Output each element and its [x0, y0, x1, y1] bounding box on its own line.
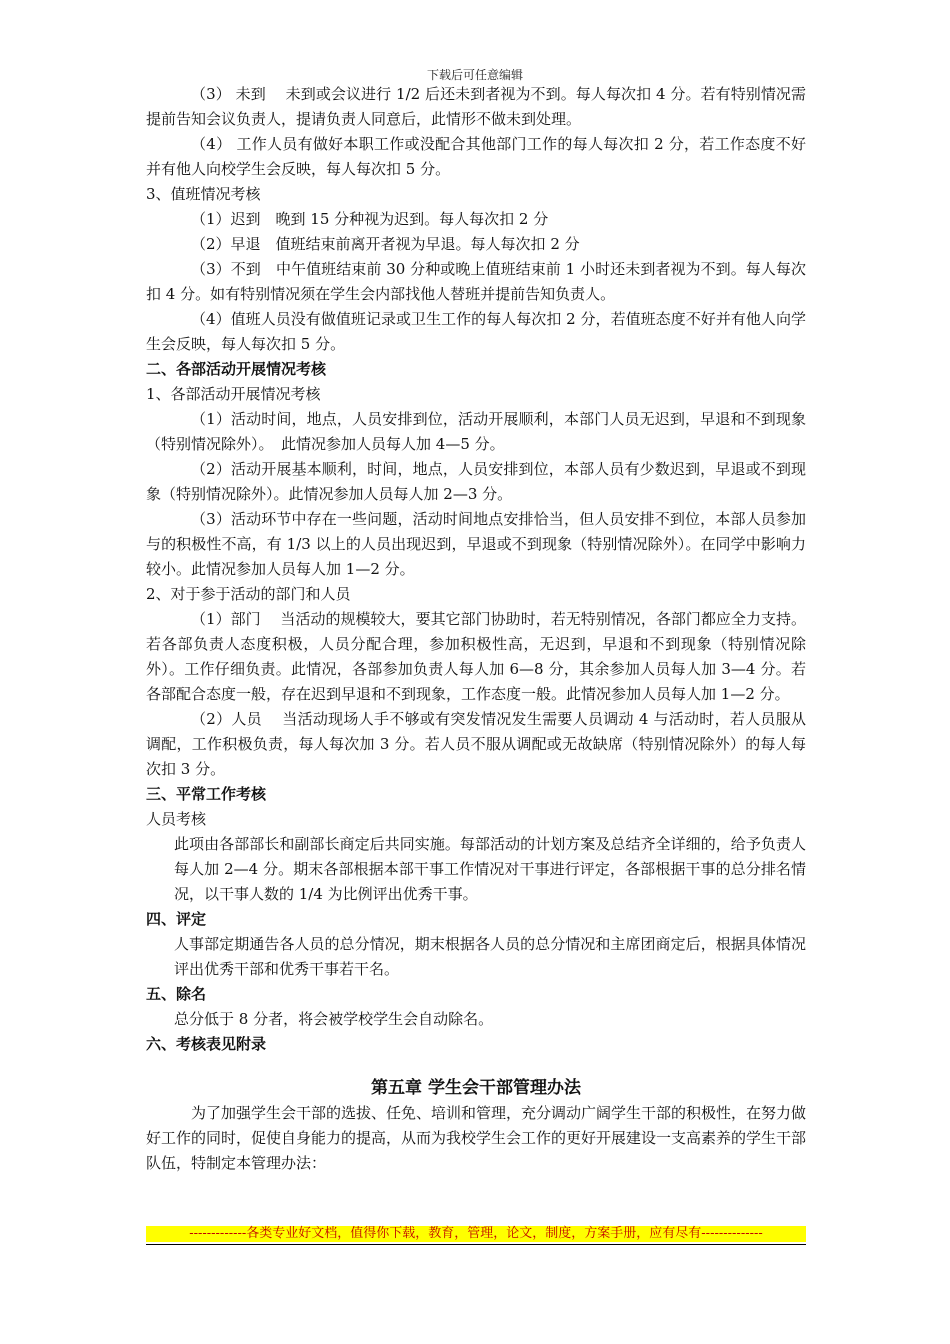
paragraph: 总分低于 8 分者，将会被学校学生会自动除名。 — [174, 1010, 494, 1028]
footer-banner: -------------各类专业好文档，值得你下载，教育，管理，论文，制度，方案手册，应有尽有-------------- — [146, 1226, 806, 1242]
paragraph: （3） 未到 未到或会议进行 1/2 后还未到者视为不到。每人每次扣 4 分。若有特别情况需提前告知会议负责人，提请负责人同意后，此情形不做未到处理。 — [146, 85, 806, 128]
chapter-heading: 第五章 学生会干部管理办法 — [371, 1078, 581, 1098]
paragraph: （1）部门 当活动的规模较大，要其它部门协助时，若无特别情况，各部门都应全力支持。若各部负责人态度积极，人员分配合理，参加积极性高，无迟到，早退和不到现象（特别情况除外）。工作仔细负责。此情况，各部参加负责人每人加 6—8 分，其余参加人员每人加 3—4 分。若各部配合态度一般，存在迟到早退和不到现象，工作态度一般。此情况参加人员每人加 1—2 分。 — [146, 610, 806, 703]
paragraph: （3）不到 中午值班结束前 30 分种或晚上值班结束前 1 小时还未到者视为不到。每人每次扣 4 分。如有特别情况须在学生会内部找他人替班并提前告知负责人。 — [146, 260, 806, 303]
section-heading: 五、除名 — [146, 985, 207, 1003]
section-heading: 三、平常工作考核 — [146, 785, 267, 803]
paragraph: 人员考核 — [146, 810, 207, 828]
paragraph: 此项由各部部长和副部长商定后共同实施。每部活动的计划方案及总结齐全详细的，给予负责人每人加 2—4 分。期末各部根据本部干事工作情况对干事进行评定，各部根据干事的总分排名情况，以干事人数的 1/4 为比例评出优秀干事。 — [174, 835, 806, 903]
section-heading: 二、各部活动开展情况考核 — [146, 360, 327, 378]
paragraph: （4） 工作人员有做好本职工作或没配合其他部门工作的每人每次扣 2 分，若工作态度不好并有他人向校学生会反映，每人每次扣 5 分。 — [146, 135, 806, 178]
section-heading: 四、评定 — [146, 910, 207, 928]
paragraph: （3）活动环节中存在一些问题，活动时间地点安排恰当，但人员安排不到位，本部人员参加与的积极性不高，有 1/3 以上的人员出现迟到，早退或不到现象（特别情况除外）。在同学中影响力较小。此情况参加人员每人加 1—2 分。 — [146, 510, 806, 578]
paragraph: 3、值班情况考核 — [146, 185, 261, 203]
section-heading: 六、考核表见附录 — [146, 1035, 267, 1053]
paragraph: 2、对于参于活动的部门和人员 — [146, 585, 351, 603]
paragraph: 为了加强学生会干部的选拔、任免、培训和管理，充分调动广阔学生干部的积极性，在努力做好工作的同时，促使自身能力的提高，从而为我校学生会工作的更好开展建设一支高素养的学生干部队伍，特制定本管理办法： — [146, 1104, 807, 1172]
document-body — [146, 82, 806, 1176]
paragraph: （2）活动开展基本顺利，时间，地点，人员安排到位，本部人员有少数迟到，早退或不到现象（特别情况除外）。此情况参加人员每人加 2—3 分。 — [146, 460, 806, 503]
paragraph: （2）人员 当活动现场人手不够或有突发情况发生需要人员调动 4 与活动时，若人员服从调配，工作积极负责，每人每次加 3 分。若人员不服从调配或无故缺席（特别情况除外）的每人每次扣 3 分。 — [146, 710, 806, 778]
footer-divider — [146, 1244, 806, 1245]
paragraph: （4）值班人员没有做值班记录或卫生工作的每人每次扣 2 分，若值班态度不好并有他人向学生会反映，每人每次扣 5 分。 — [146, 310, 806, 353]
paragraph: （1）活动时间，地点，人员安排到位，活动开展顺利，本部门人员无迟到，早退和不到现象（特别情况除外）。 此情况参加人员每人加 4—5 分。 — [146, 410, 806, 453]
paragraph: （1）迟到 晚到 15 分种视为迟到。每人每次扣 2 分 — [191, 210, 549, 228]
page-header: 下载后可任意编辑 — [426, 68, 523, 82]
paragraph: 人事部定期通告各人员的总分情况，期末根据各人员的总分情况和主席团商定后，根据具体情况评出优秀干部和优秀干事若干名。 — [174, 935, 806, 978]
paragraph: 1、各部活动开展情况考核 — [146, 385, 321, 403]
paragraph: （2）早退 值班结束前离开者视为早退。每人每次扣 2 分 — [191, 235, 580, 253]
